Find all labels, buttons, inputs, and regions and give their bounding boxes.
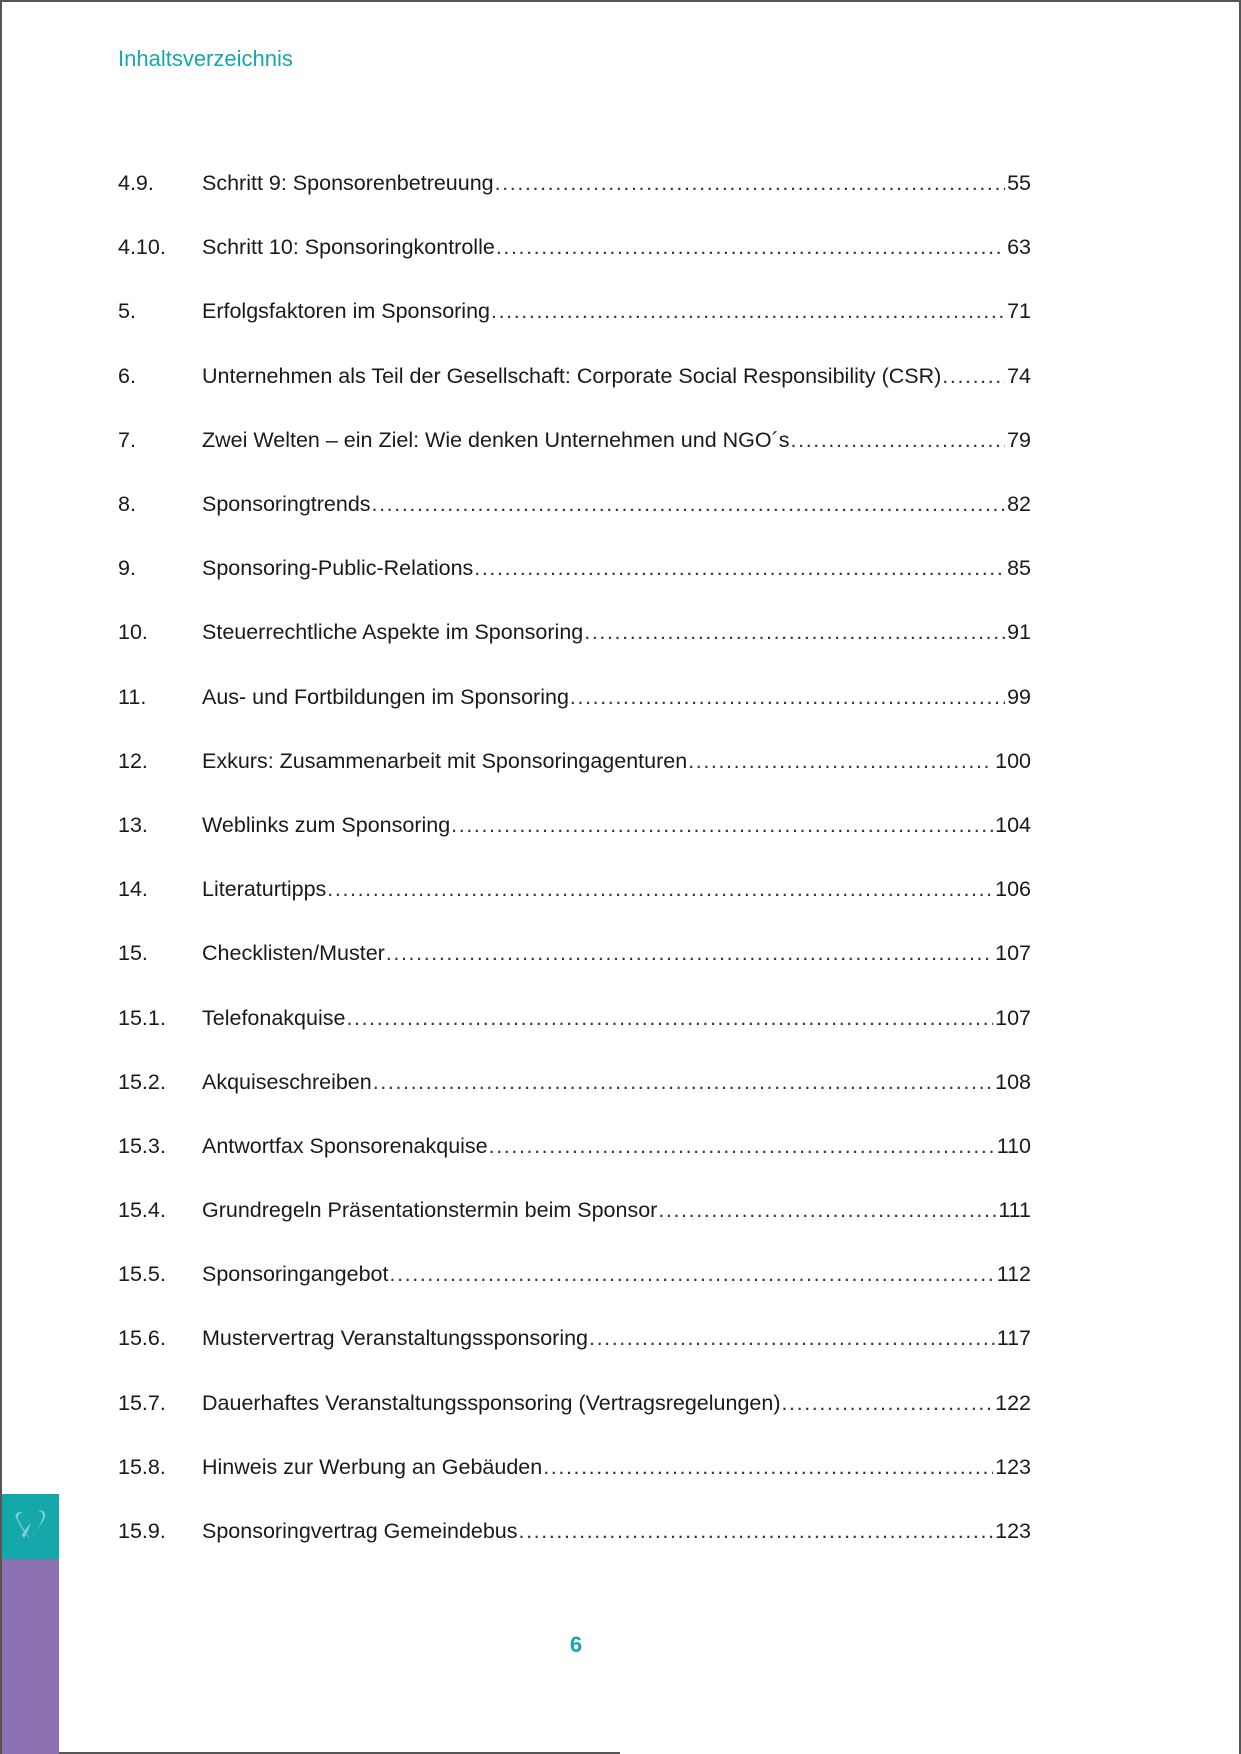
- toc-entry-page: 82: [1007, 492, 1031, 517]
- toc-entry[interactable]: [118, 665, 1031, 729]
- toc-dot-leader: [584, 617, 1005, 647]
- toc-entry[interactable]: [118, 985, 1031, 1049]
- toc-entry-number: 7.: [118, 427, 136, 452]
- toc-entry-title: Grundregeln Präsentationstermin beim Sponsor: [202, 1198, 658, 1223]
- toc-entry-main: [202, 1323, 1031, 1353]
- toc-entry-title: Mustervertrag Veranstaltungssponsoring: [202, 1326, 589, 1351]
- toc-entry-number: 15.4.: [118, 1198, 166, 1223]
- toc-entry-page: 111: [998, 1198, 1031, 1223]
- toc-entry-main: [202, 168, 1031, 198]
- toc-entry-page: 99: [1007, 684, 1031, 709]
- toc-entry-number: 9.: [118, 556, 136, 581]
- toc-entry-title: Schritt 9: Sponsorenbetreuung: [202, 171, 494, 196]
- toc-entry[interactable]: [118, 408, 1031, 472]
- toc-entry[interactable]: [118, 279, 1031, 343]
- toc-entry-page: 79: [1007, 427, 1031, 452]
- toc-dot-leader: [688, 746, 993, 776]
- toc-entry-title: Sponsoringangebot: [202, 1262, 389, 1287]
- toc-entry[interactable]: [118, 600, 1031, 664]
- toc-dot-leader: [327, 874, 993, 904]
- toc-entry-main: [202, 1452, 1031, 1482]
- toc-entry[interactable]: [118, 1435, 1031, 1499]
- toc-entry-title: Sponsoringtrends: [202, 492, 371, 517]
- toc-entry-page: 63: [1007, 235, 1031, 260]
- toc-entry-page: 122: [995, 1390, 1031, 1415]
- page-number: 6: [569, 1632, 583, 1657]
- toc-entry-title: Akquiseschreiben: [202, 1069, 372, 1094]
- toc-entry-main: [202, 489, 1031, 519]
- toc-entry-main: [202, 1131, 1031, 1161]
- toc-entry-title: Dauerhaftes Veranstaltungssponsoring (Vertragsregelungen): [202, 1390, 781, 1415]
- toc-entry-number: 15.3.: [118, 1133, 166, 1158]
- page-border-top: [0, 0, 1241, 2]
- toc-entry-main: [202, 425, 1031, 455]
- toc-entry-main: [202, 938, 1031, 968]
- toc-dot-leader: [543, 1452, 993, 1482]
- toc-entry-main: [202, 1259, 1031, 1289]
- toc-dot-leader: [373, 1067, 993, 1097]
- toc-dot-leader: [781, 1388, 993, 1418]
- toc-entry-main: [202, 1388, 1031, 1418]
- toc-entry-page: 123: [995, 1454, 1031, 1479]
- toc-dot-leader: [491, 296, 1005, 326]
- toc-entry-number: 15.2.: [118, 1069, 166, 1094]
- toc-entry-title: Hinweis zur Werbung an Gebäuden: [202, 1454, 543, 1479]
- toc-entry-title: Weblinks zum Sponsoring: [202, 812, 451, 837]
- toc-entry-main: [202, 1195, 1031, 1225]
- toc-entry-title: Zwei Welten – ein Ziel: Wie denken Unternehmen und NGO´s: [202, 427, 790, 452]
- toc-entry-title: Literaturtipps: [202, 877, 327, 902]
- toc-entry-page: 123: [995, 1519, 1031, 1544]
- toc-entry-number: 11.: [118, 684, 147, 709]
- toc-entry-number: 15.1.: [118, 1005, 166, 1030]
- toc-entry[interactable]: [118, 344, 1031, 408]
- toc-entry-title: Aus- und Fortbildungen im Sponsoring: [202, 684, 569, 709]
- toc-entry-title: Antwortfax Sponsorenakquise: [202, 1133, 488, 1158]
- toc-entry-main: [202, 1516, 1031, 1546]
- toc-entry-number: 15.: [118, 941, 148, 966]
- toc-entry-title: Exkurs: Zusammenarbeit mit Sponsoringagenturen: [202, 748, 688, 773]
- toc-entry-page: 91: [1007, 620, 1031, 645]
- page-border-left: [0, 0, 2, 1754]
- toc-dot-leader: [386, 938, 993, 968]
- toc-entry-number: 15.8.: [118, 1454, 166, 1479]
- toc-entry[interactable]: [118, 729, 1031, 793]
- page-title: Inhaltsverzeichnis: [118, 46, 293, 71]
- toc-entry-page: 74: [1007, 363, 1031, 388]
- toc-entry-title: Sponsoring-Public-Relations: [202, 556, 474, 581]
- toc-entry-main: [202, 746, 1031, 776]
- toc-entry[interactable]: [118, 215, 1031, 279]
- toc-entry-number: 15.9.: [118, 1519, 166, 1544]
- toc-entry-title: Steuerrechtliche Aspekte im Sponsoring: [202, 620, 584, 645]
- toc-dot-leader: [372, 489, 1006, 519]
- toc-entry-page: 112: [996, 1262, 1031, 1287]
- toc-entry[interactable]: [118, 151, 1031, 215]
- toc-dot-leader: [451, 810, 993, 840]
- toc-entry-title: Telefonakquise: [202, 1005, 346, 1030]
- toc-entry-title: Unternehmen als Teil der Gesellschaft: Corporate Social Responsibility (CSR): [202, 363, 942, 388]
- sidebar-logo-block: [2, 1494, 59, 1559]
- toc-entry[interactable]: [118, 857, 1031, 921]
- toc-entry[interactable]: [118, 793, 1031, 857]
- toc-entry-page: 100: [995, 748, 1031, 773]
- toc-dot-leader: [390, 1259, 995, 1289]
- toc-entry-main: [202, 232, 1031, 262]
- toc-dot-leader: [658, 1195, 996, 1225]
- toc-dot-leader: [519, 1516, 994, 1546]
- sidebar-purple-band: [2, 1559, 59, 1754]
- toc-entry-title: Sponsoringvertrag Gemeindebus: [202, 1519, 518, 1544]
- toc-entry-page: 55: [1007, 171, 1031, 196]
- toc-entry-page: 107: [995, 941, 1031, 966]
- toc-entry-main: [202, 617, 1031, 647]
- toc-entry-main: [202, 553, 1031, 583]
- toc-entry-page: 71: [1007, 299, 1031, 324]
- toc-entry-page: 85: [1007, 556, 1031, 581]
- toc-entry-title: Checklisten/Muster: [202, 941, 385, 966]
- toc-entry-page: 108: [995, 1069, 1031, 1094]
- toc-dot-leader: [489, 1131, 995, 1161]
- toc-entry[interactable]: [118, 1114, 1031, 1178]
- toc-entry-number: 8.: [118, 492, 136, 517]
- toc-entry-title: Schritt 10: Sponsoringkontrolle: [202, 235, 495, 260]
- toc-dot-leader: [570, 682, 1005, 712]
- toc-entry-number: 13.: [118, 812, 148, 837]
- toc-entry-number: 5.: [118, 299, 136, 324]
- toc-entry-number: 4.10.: [118, 235, 166, 260]
- toc-entry-page: 117: [996, 1326, 1031, 1351]
- toc-entry-page: 107: [995, 1005, 1031, 1030]
- table-of-contents: [118, 151, 1031, 1563]
- toc-entry-main: [202, 682, 1031, 712]
- toc-dot-leader: [589, 1323, 995, 1353]
- toc-dot-leader: [495, 168, 1005, 198]
- toc-entry[interactable]: [118, 1242, 1031, 1306]
- toc-entry[interactable]: [118, 1371, 1031, 1435]
- toc-dot-leader: [474, 553, 1005, 583]
- toc-entry-main: [202, 810, 1031, 840]
- toc-entry-page: 106: [995, 877, 1031, 902]
- heart-logo-icon: [9, 1505, 53, 1549]
- toc-entry-page: 110: [996, 1133, 1031, 1158]
- toc-dot-leader: [791, 425, 1006, 455]
- toc-entry-number: 15.7.: [118, 1390, 166, 1415]
- toc-dot-leader: [942, 361, 1005, 391]
- toc-entry[interactable]: [118, 1050, 1031, 1114]
- toc-entry[interactable]: [118, 1499, 1031, 1563]
- toc-entry-number: 6.: [118, 363, 136, 388]
- toc-entry-main: [202, 1067, 1031, 1097]
- toc-dot-leader: [346, 1003, 993, 1033]
- toc-entry[interactable]: [118, 472, 1031, 536]
- toc-dot-leader: [496, 232, 1005, 262]
- toc-entry[interactable]: [118, 921, 1031, 985]
- toc-entry-title: Erfolgsfaktoren im Sponsoring: [202, 299, 491, 324]
- toc-entry-main: [202, 361, 1031, 391]
- toc-entry[interactable]: [118, 1306, 1031, 1370]
- toc-entry-number: 12.: [118, 748, 148, 773]
- toc-entry[interactable]: [118, 536, 1031, 600]
- toc-entry[interactable]: [118, 1178, 1031, 1242]
- toc-entry-number: 10.: [118, 620, 148, 645]
- toc-entry-main: [202, 296, 1031, 326]
- toc-entry-number: 4.9.: [118, 171, 154, 196]
- toc-entry-main: [202, 1003, 1031, 1033]
- toc-entry-number: 15.6.: [118, 1326, 166, 1351]
- toc-entry-number: 14.: [118, 877, 148, 902]
- toc-entry-main: [202, 874, 1031, 904]
- toc-entry-number: 15.5.: [118, 1262, 166, 1287]
- toc-entry-page: 104: [995, 812, 1031, 837]
